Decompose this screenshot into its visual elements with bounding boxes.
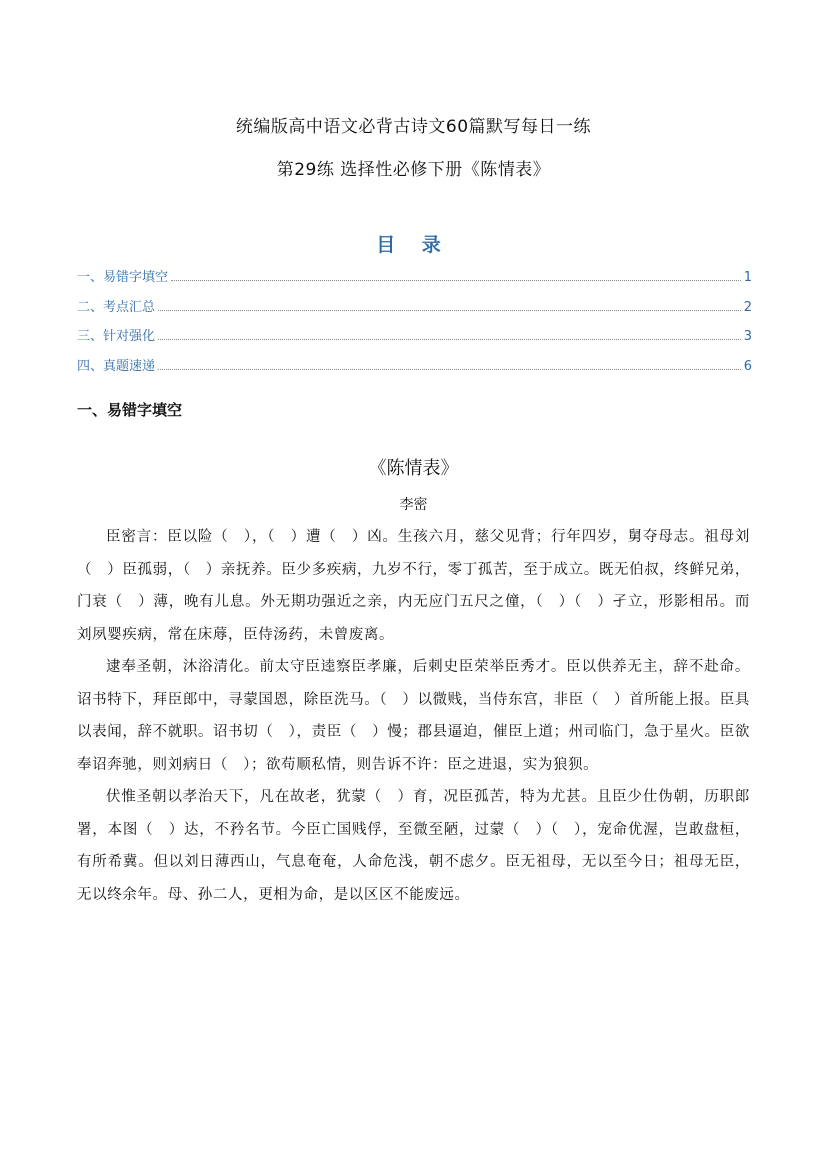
toc-entry-label[interactable]: 四、真题速递 (77, 358, 156, 374)
toc-entry-label[interactable]: 二、考点汇总 (77, 299, 156, 315)
section-heading: 一、易错字填空 (77, 401, 183, 419)
toc-entry-2[interactable] (77, 296, 752, 326)
table-of-contents (77, 266, 752, 384)
toc-dot-leader (158, 369, 741, 370)
toc-entry-4[interactable] (77, 355, 752, 385)
toc-entry-3[interactable] (77, 325, 752, 355)
toc-entry-page[interactable]: 3 (743, 329, 752, 344)
poem-paragraph-2: 逮奉圣朝，沐浴清化。前太守臣逵察臣孝廉，后刺史臣荣举臣秀才。臣以供养无主，辞不赴命。诏书特下，拜臣郎中，寻蒙国恩，除臣洗马。（ ）以微贱，当侍东宫，非臣（ ）首所能上报。臣具以表闻，辞不就职。诏书切（ ），责臣（ ）慢；郡县逼迫，催臣上道；州司临门，急于星火。臣欲奉诏奔驰，则刘病日（ ）；欲苟顺私情，则告诉不许：臣之进退，实为狼狈。 (77, 659, 750, 773)
poem-title: 《陈情表》 (368, 458, 459, 479)
toc-entry-page[interactable]: 1 (743, 270, 752, 285)
toc-dot-leader (158, 339, 741, 340)
document-title: 统编版高中语文必背古诗文60篇默写每日一练 (235, 117, 592, 137)
poem-body (77, 521, 750, 911)
document-subtitle: 第29练 选择性必修下册《陈情表》 (276, 160, 551, 180)
poem-paragraph-3: 伏惟圣朝以孝治天下，凡在故老，犹蒙（ ）育，况臣孤苦，特为尤甚。且臣少仕伪朝，历职郎署，本图（ ）达，不矜名节。今臣亡国贱俘，至微至陋，过蒙（ ）（ ），宠命优渥，岂敢盘桓，有所希冀。但以刘日薄西山，气息奄奄，人命危浅，朝不虑夕。臣无祖母，无以至今日；祖母无臣，无以终余年。母、孙二人，更相为命，是以区区不能废远。 (77, 789, 750, 903)
toc-entry-page[interactable]: 2 (743, 299, 752, 315)
toc-heading: 目 录 (376, 234, 451, 256)
toc-dot-leader (158, 310, 741, 311)
toc-dot-leader (171, 280, 741, 281)
toc-entry-label[interactable]: 一、易错字填空 (77, 270, 169, 285)
poem-paragraph-1: 臣密言：臣以险（ ），（ ）遭（ ）凶。生孩六月，慈父见背；行年四岁，舅夺母志。祖母刘（ ）臣孤弱，（ ）亲抚养。臣少多疾病，九岁不行，零丁孤苦，至于成立。既无伯叔，终鲜兄弟，门衰（ ）薄，晚有儿息。外无期功强近之亲，内无应门五尺之僮，（ ）（ ）孑立，形影相吊。而刘夙婴疾病，常在床蓐，臣侍汤药，未曾废离。 (77, 529, 750, 643)
toc-entry-1[interactable] (77, 266, 752, 296)
toc-entry-page[interactable]: 6 (743, 358, 752, 374)
toc-entry-label[interactable]: 三、针对强化 (77, 329, 156, 344)
poem-author: 李密 (399, 497, 428, 513)
